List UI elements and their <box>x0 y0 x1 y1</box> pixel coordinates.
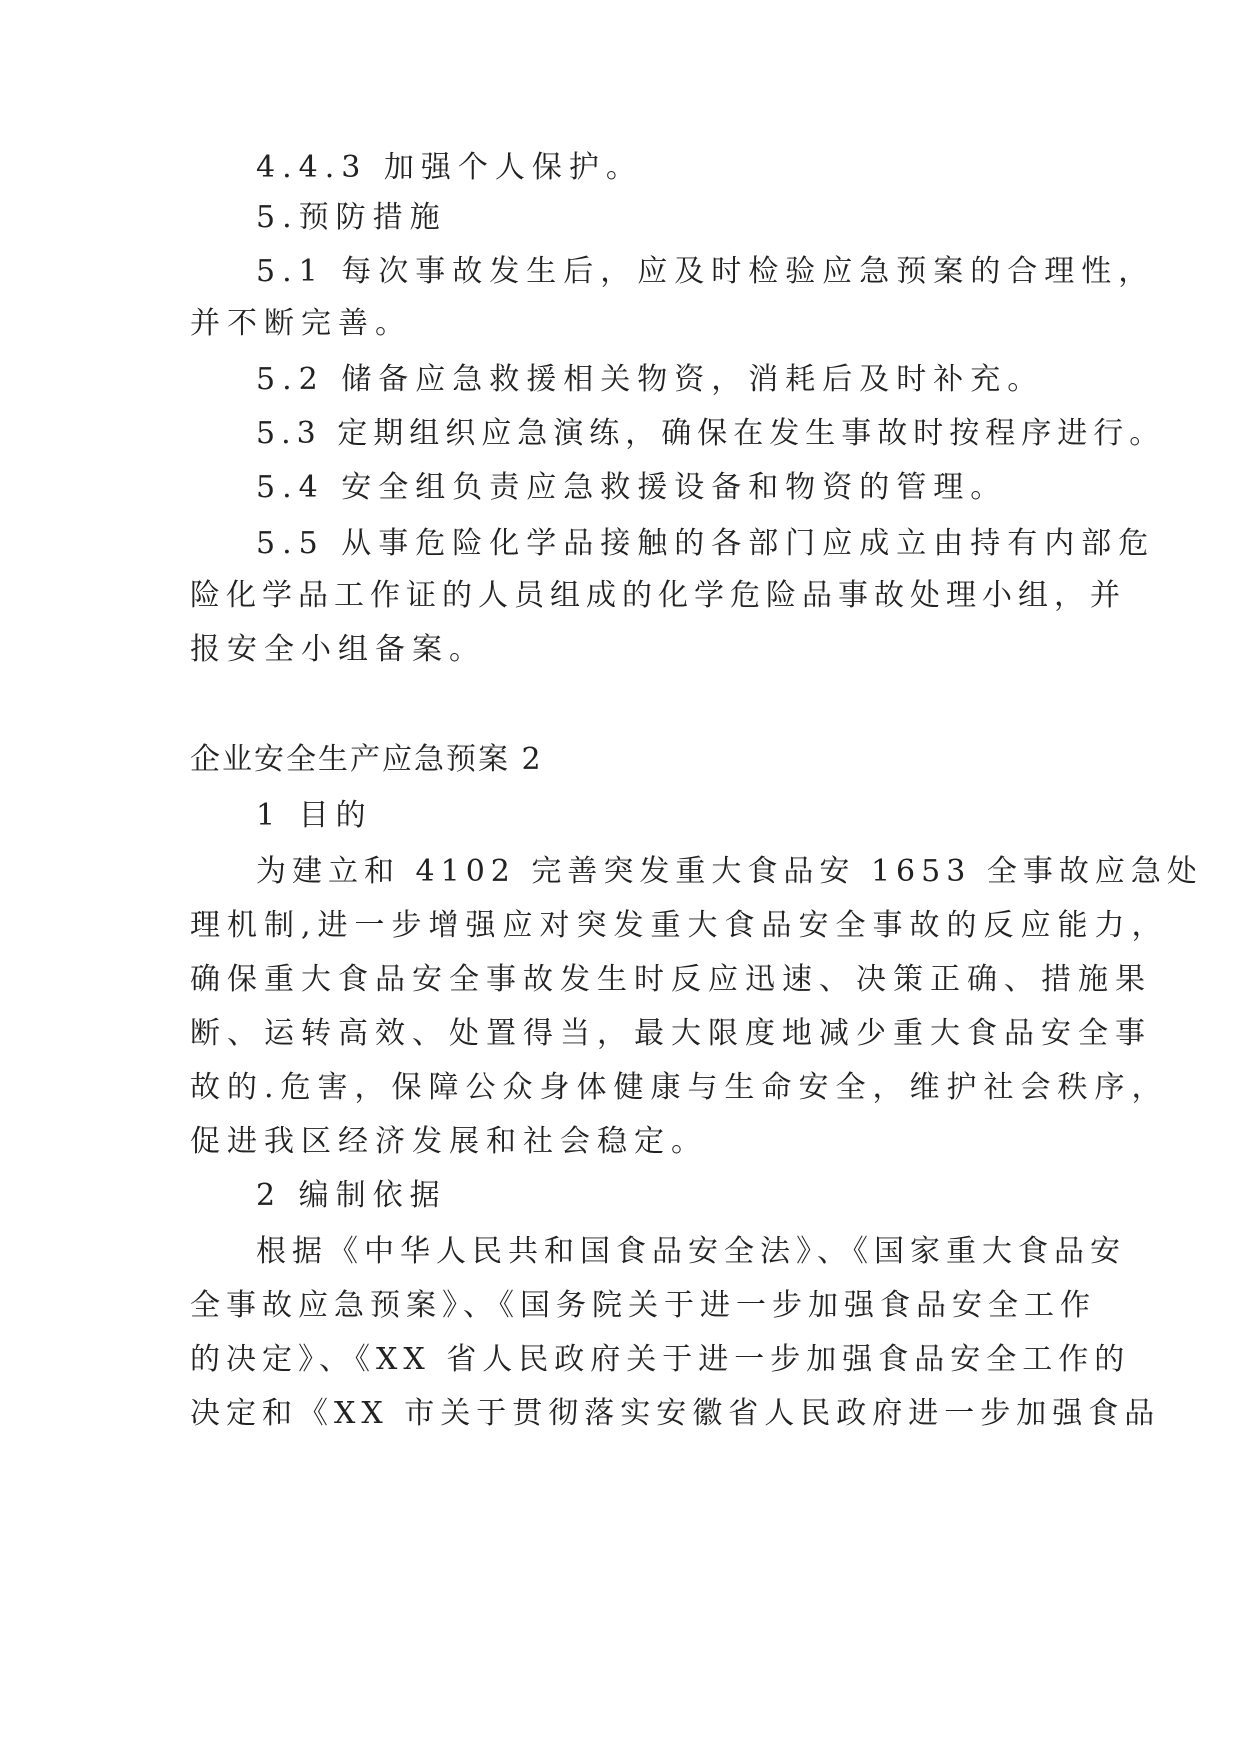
paragraph-5-2: 5.2 储备应急救援相关物资，消耗后及时补充。 <box>256 362 1045 397</box>
purpose-line1: 为建立和 4102 完善突发重大食品安 1653 全事故应急处 <box>256 854 1203 889</box>
basis-line2: 全事故应急预案》、《国务院关于进一步加强食品安全工作 <box>190 1288 1096 1323</box>
paragraph-5-5-line3: 报安全小组备案。 <box>190 632 486 667</box>
basis-line1: 根据《中华人民共和国食品安全法》、《国家重大食品安 <box>256 1234 1126 1269</box>
heading-purpose: 1 目的 <box>256 798 373 833</box>
purpose-line5: 故的.危害，保障公众身体健康与生命安全，维护社会秩序， <box>190 1070 1169 1105</box>
paragraph-5-4: 5.4 安全组负责应急救援设备和物资的管理。 <box>256 470 1008 505</box>
paragraph-5-5-line1: 5.5 从事危险化学品接触的各部门应成立由持有内部危 <box>256 526 1156 561</box>
paragraph-5-5-line2: 险化学品工作证的人员组成的化学危险品事故处理小组，并 <box>190 578 1126 613</box>
purpose-line3: 确保重大食品安全事故发生时反应迅速、决策正确、措施果 <box>190 962 1152 997</box>
paragraph-5-3: 5.3 定期组织应急演练，确保在发生事故时按程序进行。 <box>256 416 1166 451</box>
purpose-line2: 理机制,进一步增强应对突发重大食品安全事故的反应能力， <box>190 908 1169 943</box>
paragraph-5-1-line1: 5.1 每次事故发生后，应及时检验应急预案的合理性， <box>256 254 1156 289</box>
purpose-line4: 断、运转高效、处置得当，最大限度地减少重大食品安全事 <box>190 1016 1152 1051</box>
purpose-line6: 促进我区经济发展和社会稳定。 <box>190 1124 708 1159</box>
heading-basis: 2 编制依据 <box>256 1178 447 1213</box>
paragraph-4-4-3: 4.4.3 加强个人保护。 <box>256 150 643 185</box>
basis-line4: 决定和《XX 市关于贯彻落实安徽省人民政府进一步加强食品 <box>190 1396 1161 1431</box>
paragraph-5-1-line2: 并不断完善。 <box>190 306 412 341</box>
heading-preventive-measures: 5.预防措施 <box>256 200 447 235</box>
section-title: 企业安全生产应急预案 2 <box>190 742 543 777</box>
basis-line3: 的决定》、《XX 省人民政府关于进一步加强食品安全工作的 <box>190 1342 1131 1377</box>
